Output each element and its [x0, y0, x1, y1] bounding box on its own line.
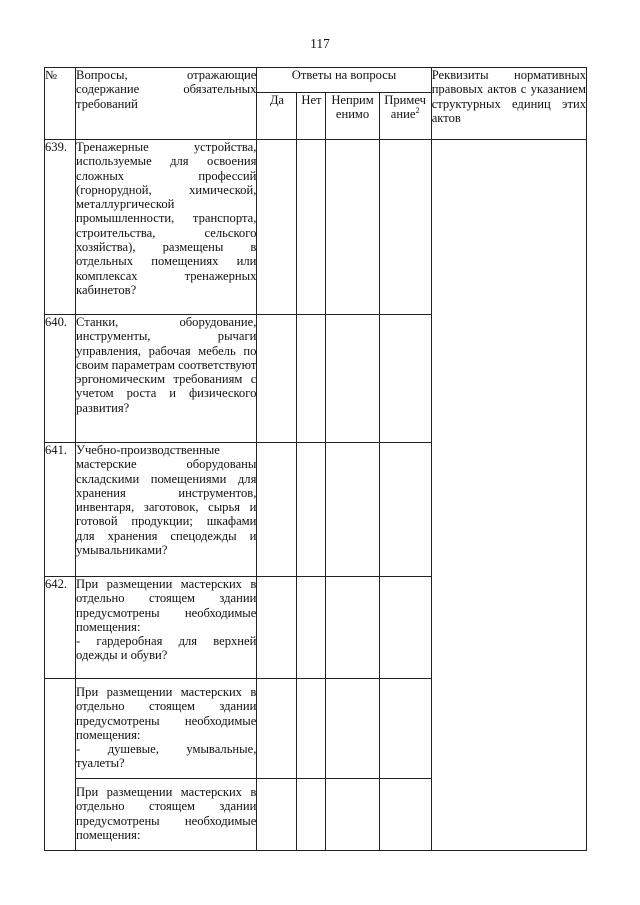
header-number: №	[45, 68, 76, 140]
answer-note-cell[interactable]	[379, 315, 431, 443]
table-row	[45, 140, 587, 315]
answer-na-cell[interactable]	[326, 315, 379, 443]
answer-na-cell[interactable]	[326, 779, 379, 851]
row-number	[45, 679, 76, 851]
answer-note-cell[interactable]	[379, 577, 431, 679]
header-not-applicable: Неприм енимо	[326, 93, 379, 140]
answer-yes-cell[interactable]	[257, 140, 297, 315]
answer-no-cell[interactable]	[297, 679, 326, 779]
answer-yes-cell[interactable]	[257, 679, 297, 779]
header-requisites: Реквизиты нормативных правовых актов с указанием структурных единиц этих актов	[431, 68, 586, 140]
answer-note-cell[interactable]	[379, 443, 431, 577]
answer-no-cell[interactable]	[297, 443, 326, 577]
header-note	[379, 93, 431, 140]
row-number: 642.	[45, 577, 76, 679]
row-question: Учебно-производственные мастерские оборудованы складскими помещениями для хранения инструментов, инвентаря, заготовок, сырья и готовой продукции; шкафами для хранения спецодежды и умывальниками?	[76, 443, 257, 577]
answer-no-cell[interactable]	[297, 140, 326, 315]
header-note-label: Примеч ание	[384, 93, 426, 122]
answer-na-cell[interactable]	[326, 140, 379, 315]
checklist-table	[44, 67, 587, 851]
answer-no-cell[interactable]	[297, 577, 326, 679]
answer-yes-cell[interactable]	[257, 315, 297, 443]
answer-no-cell[interactable]	[297, 779, 326, 851]
header-yes: Да	[257, 93, 297, 140]
header-note-footnote: 2	[415, 106, 420, 116]
page-number: 117	[310, 36, 330, 51]
row-question: При размещении мастерских в отдельно стоящем здании предусмотрены необходимые помещения:	[76, 779, 257, 851]
answer-na-cell[interactable]	[326, 679, 379, 779]
answer-na-cell[interactable]	[326, 443, 379, 577]
row-number: 640.	[45, 315, 76, 443]
header-no-answer: Нет	[297, 93, 326, 140]
row-question: При размещении мастерских в отдельно стоящем здании предусмотрены необходимые помещения: - гардеробная для верхней одежды и обуви?	[76, 577, 257, 679]
requisites-cell[interactable]	[431, 140, 586, 851]
answer-no-cell[interactable]	[297, 315, 326, 443]
row-question: При размещении мастерских в отдельно стоящем здании предусмотрены необходимые помещения: - душевые, умывальные, туалеты?	[76, 679, 257, 779]
row-question: Станки, оборудование, инструменты, рычаги управления, рабочая мебель по своим параметрам соответствуют эргономическим требованиям с учетом роста и физического развития?	[76, 315, 257, 443]
answer-note-cell[interactable]	[379, 140, 431, 315]
header-answers: Ответы на вопросы	[257, 68, 431, 93]
row-number: 641.	[45, 443, 76, 577]
answer-yes-cell[interactable]	[257, 577, 297, 679]
answer-na-cell[interactable]	[326, 577, 379, 679]
answer-yes-cell[interactable]	[257, 443, 297, 577]
answer-note-cell[interactable]	[379, 679, 431, 779]
answer-yes-cell[interactable]	[257, 779, 297, 851]
answer-note-cell[interactable]	[379, 779, 431, 851]
header-questions: Вопросы, отражающие содержание обязательных требований	[76, 68, 257, 140]
row-number: 639.	[45, 140, 76, 315]
header-row	[45, 68, 587, 93]
row-question: Тренажерные устройства, используемые для освоения сложных профессий (горнорудной, химической, металлургической промышленности, транспорта, строительства, сельского хозяйства), размещены в отдельных помещениях или комплексах тренажерных кабинетов?	[76, 140, 257, 315]
